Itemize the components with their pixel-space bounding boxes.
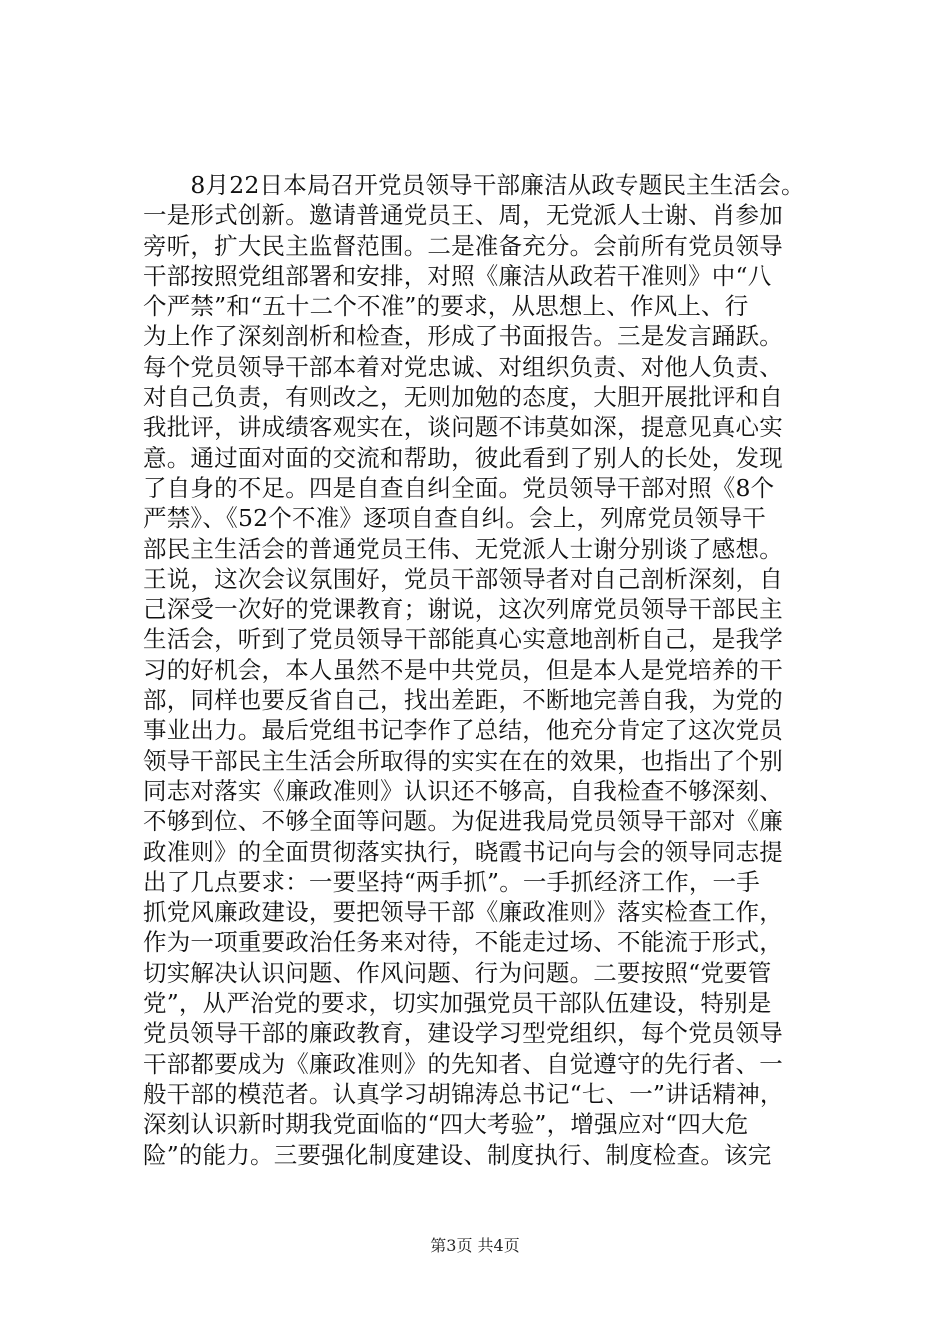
text-line: 部民主生活会的普通党员王伟、无党派人士谢分别谈了感想。 xyxy=(143,534,783,563)
text-line: 严禁》、《52个不准》逐项自查自纠。会上，列席党员领导干 xyxy=(143,504,767,533)
text-line: 政准则》的全面贯彻落实执行，晓霞书记向与会的领导同志提 xyxy=(143,837,783,866)
text-line: 8月22日本局召开党员领导干部廉洁从政专题民主生活会。 xyxy=(143,171,805,199)
text-line: 险”的能力。三要强化制度建设、制度执行、制度检查。该完 xyxy=(143,1140,772,1169)
text-line: 不够到位、不够全面等问题。为促进我局党员领导干部对《廉 xyxy=(143,807,783,836)
text-line: 领导干部民主生活会所取得的实实在在的效果，也指出了个别 xyxy=(143,746,783,775)
text-line: 党员领导干部的廉政教育，建设学习型党组织，每个党员领导 xyxy=(143,1019,783,1048)
text-line: 党”，从严治党的要求，切实加强党员干部队伍建设，特别是 xyxy=(143,989,772,1018)
text-line: 每个党员领导干部本着对党忠诚、对组织负责、对他人负责、 xyxy=(143,352,783,381)
text-line: 一是形式创新。邀请普通党员王、周，无党派人士谢、肖参加 xyxy=(143,201,783,230)
text-line: 同志对落实《廉政准则》认识还不够高，自我检查不够深刻、 xyxy=(143,776,783,805)
text-line: 了自身的不足。四是自查自纠全面。党员领导干部对照《8个 xyxy=(143,473,775,502)
text-line: 深刻认识新时期我党面临的“四大考验”，增强应对“四大危 xyxy=(143,1110,749,1139)
text-line: 王说，这次会议氛围好，党员干部领导者对自己剖析深刻，自 xyxy=(143,564,783,593)
text-line: 干部按照党组部署和安排，对照《廉洁从政若干准则》中“八 xyxy=(143,261,772,290)
text-line: 作为一项重要政治任务来对待，不能走过场、不能流于形式， xyxy=(143,928,783,957)
text-line: 个严禁”和“五十二个不准”的要求，从思想上、作风上、行 xyxy=(143,292,749,321)
text-line: 为上作了深刻剖析和检查，形成了书面报告。三是发言踊跃。 xyxy=(143,322,783,351)
text-line: 切实解决认识问题、作风问题、行为问题。二要按照“党要管 xyxy=(143,958,772,987)
text-line: 我批评，讲成绩客观实在，谈问题不讳莫如深，提意见真心实 xyxy=(143,413,783,442)
text-line: 旁听，扩大民主监督范围。二是准备充分。会前所有党员领导 xyxy=(143,231,783,260)
text-line: 出了几点要求：一要坚持“两手抓”。一手抓经济工作，一手 xyxy=(143,867,760,896)
text-line: 抓党风廉政建设，要把领导干部《廉政准则》落实检查工作， xyxy=(143,898,783,927)
text-line: 意。通过面对面的交流和帮助，彼此看到了别人的长处，发现 xyxy=(143,443,783,472)
text-line: 对自己负责，有则改之，无则加勉的态度，大胆开展批评和自 xyxy=(143,383,783,412)
body-paragraph xyxy=(143,170,843,1170)
text-line: 干部都要成为《廉政准则》的先知者、自觉遵守的先行者、一 xyxy=(143,1049,783,1078)
text-line: 部，同样也要反省自己，找出差距，不断地完善自我，为党的 xyxy=(143,686,783,715)
text-line: 己深受一次好的党课教育；谢说，这次列席党员领导干部民主 xyxy=(143,595,783,624)
page-number-footer: 第3页 共4页 xyxy=(430,1236,520,1255)
text-line: 习的好机会，本人虽然不是中共党员，但是本人是党培养的干 xyxy=(143,655,783,684)
text-line: 事业出力。最后党组书记李作了总结，他充分肯定了这次党员 xyxy=(143,716,783,745)
text-line: 般干部的模范者。认真学习胡锦涛总书记“七、一”讲话精神， xyxy=(143,1079,784,1108)
text-line: 生活会，听到了党员领导干部能真心实意地剖析自己，是我学 xyxy=(143,625,783,654)
